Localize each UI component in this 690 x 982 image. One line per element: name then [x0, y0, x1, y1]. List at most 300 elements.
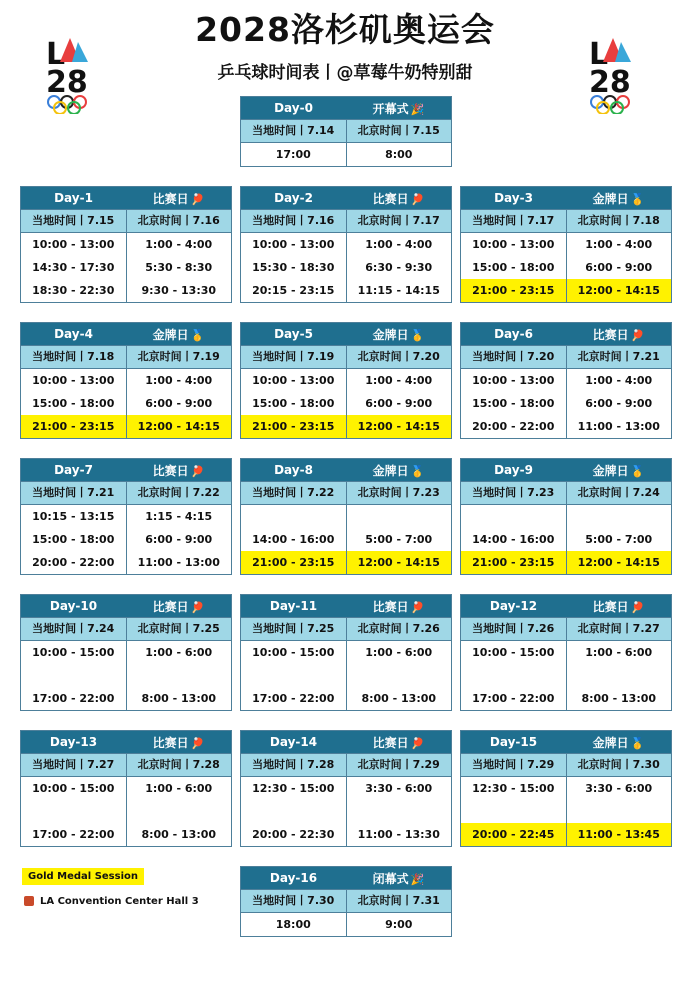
- page-subtitle: 乒乓球时间表丨@草莓牛奶特别甜: [217, 63, 473, 83]
- beijing-time: 1:00 - 6:00: [126, 777, 232, 800]
- day-type-label: 开幕式: [372, 101, 409, 116]
- local-time: 15:00 - 18:00: [472, 397, 555, 410]
- la28-logo: [44, 34, 104, 114]
- day-card: [20, 730, 232, 847]
- day-type: [126, 190, 231, 207]
- beijing-time: 11:15 - 14:15: [346, 279, 452, 302]
- session-row: [21, 528, 231, 551]
- day-label: Day-10: [49, 599, 98, 613]
- day-type-label: 金牌日: [592, 191, 629, 206]
- beijing-time: 1:00 - 4:00: [126, 233, 232, 256]
- session-row: [241, 369, 451, 392]
- session-row: [21, 233, 231, 256]
- local-time: 15:00 - 18:00: [32, 397, 115, 410]
- day-type: [126, 462, 231, 479]
- local-date: 当地时间丨7.19: [252, 350, 335, 363]
- beijing-time: [346, 800, 452, 823]
- local-time: 10:00 - 15:00: [32, 782, 115, 795]
- table-tennis-icon: 🏓: [410, 736, 425, 750]
- beijing-time: 11:00 - 13:00: [126, 551, 232, 574]
- day-label: Day-4: [54, 327, 93, 341]
- day-type: [346, 190, 451, 207]
- day-type: [346, 100, 451, 117]
- day-subheader: [461, 617, 671, 641]
- beijing-time: [566, 505, 672, 528]
- day-card: [240, 322, 452, 439]
- session-row: [241, 528, 451, 551]
- day-subheader: [21, 753, 231, 777]
- day-label: Day-9: [494, 463, 533, 477]
- medal-icon: 🥇: [410, 328, 425, 342]
- day-type-label: 比赛日: [152, 191, 189, 206]
- day-type-label: 金牌日: [372, 327, 409, 342]
- beijing-time: [126, 800, 232, 823]
- local-time: 10:00 - 15:00: [32, 646, 115, 659]
- day-card: [460, 458, 672, 575]
- day-header: [21, 459, 231, 481]
- session-row: [241, 687, 451, 710]
- session-row: [21, 777, 231, 800]
- beijing-time: [346, 505, 452, 528]
- local-time: [241, 505, 346, 528]
- day-header: [241, 731, 451, 753]
- session-row: [21, 256, 231, 279]
- session-row: [241, 505, 451, 528]
- beijing-time: [566, 800, 672, 823]
- local-time: 10:00 - 15:00: [472, 646, 555, 659]
- local-time: 17:00 - 22:00: [32, 828, 115, 841]
- party-popper-icon: 🎉: [410, 102, 425, 116]
- session-row: [461, 392, 671, 415]
- local-time: [241, 664, 346, 687]
- day-header: [21, 323, 231, 345]
- session-row: [461, 687, 671, 710]
- day-card: [20, 594, 232, 711]
- day-type-label: 比赛日: [152, 463, 189, 478]
- beijing-time: 8:00 - 13:00: [126, 687, 232, 710]
- local-time: 17:00 - 22:00: [252, 692, 335, 705]
- day-label: Day-5: [274, 327, 313, 341]
- svg-text:L: L: [46, 37, 66, 72]
- local-time: 15:00 - 18:00: [252, 397, 335, 410]
- local-date: 当地时间丨7.18: [32, 350, 115, 363]
- beijing-time: 8:00: [346, 143, 452, 166]
- table-tennis-icon: 🏓: [190, 464, 205, 478]
- beijing-time: 12:00 - 14:15: [566, 279, 672, 302]
- session-row: [461, 777, 671, 800]
- day-header: [461, 459, 671, 481]
- day-type: [346, 326, 451, 343]
- day-type-label: 比赛日: [372, 191, 409, 206]
- day-label: Day-16: [269, 871, 318, 885]
- table-tennis-icon: 🏓: [190, 736, 205, 750]
- day-subheader: [241, 753, 451, 777]
- day-label: Day-7: [54, 463, 93, 477]
- day-type-label: 比赛日: [592, 599, 629, 614]
- day-subheader: [241, 481, 451, 505]
- beijing-time: 3:30 - 6:00: [566, 777, 672, 800]
- local-time: 12:30 - 15:00: [472, 782, 555, 795]
- day-label: Day-1: [54, 191, 93, 205]
- day-type: [566, 190, 671, 207]
- beijing-time: 12:00 - 14:15: [126, 415, 232, 438]
- local-date: 当地时间丨7.27: [32, 758, 115, 771]
- day-type: [566, 734, 671, 751]
- day-label: Day-14: [269, 735, 318, 749]
- session-row: [241, 143, 451, 166]
- day-type-label: 比赛日: [372, 599, 409, 614]
- day-type: [126, 734, 231, 751]
- day-type: [126, 598, 231, 615]
- beijing-time: 5:00 - 7:00: [566, 528, 672, 551]
- local-time: 20:00 - 22:00: [472, 420, 555, 433]
- beijing-time: 11:00 - 13:45: [566, 823, 672, 846]
- session-row: [21, 551, 231, 574]
- day-type-label: 金牌日: [372, 463, 409, 478]
- day-header: [241, 459, 451, 481]
- beijing-date: 北京时间丨7.19: [126, 346, 232, 368]
- svg-text:L: L: [589, 37, 609, 72]
- day-card: [460, 594, 672, 711]
- local-time: 17:00: [275, 148, 311, 161]
- beijing-time: 6:00 - 9:00: [566, 392, 672, 415]
- local-time: 21:00 - 23:15: [461, 279, 566, 302]
- session-row: [241, 256, 451, 279]
- day-type: [566, 462, 671, 479]
- session-row: [21, 823, 231, 846]
- day-card: [460, 730, 672, 847]
- day-header: [461, 187, 671, 209]
- beijing-time: 1:15 - 4:15: [126, 505, 232, 528]
- beijing-date: 北京时间丨7.21: [566, 346, 672, 368]
- medal-icon: 🥇: [630, 192, 645, 206]
- session-row: [241, 233, 451, 256]
- day-type-label: 比赛日: [152, 735, 189, 750]
- day-card: [240, 594, 452, 711]
- local-time: 20:00 - 22:00: [32, 556, 115, 569]
- beijing-date: 北京时间丨7.31: [346, 890, 452, 912]
- day-label: Day-8: [274, 463, 313, 477]
- beijing-time: 11:00 - 13:00: [566, 415, 672, 438]
- day-subheader: [461, 209, 671, 233]
- day-type-label: 金牌日: [152, 327, 189, 342]
- local-date: 当地时间丨7.26: [472, 622, 555, 635]
- day-header: [461, 595, 671, 617]
- gold-medal-legend: Gold Medal Session: [22, 868, 144, 885]
- day-header: [241, 595, 451, 617]
- beijing-date: 北京时间丨7.29: [346, 754, 452, 776]
- table-tennis-icon: 🏓: [410, 192, 425, 206]
- day-card: [240, 730, 452, 847]
- beijing-time: 6:00 - 9:00: [566, 256, 672, 279]
- day-header: [21, 731, 231, 753]
- beijing-date: 北京时间丨7.18: [566, 210, 672, 232]
- day-label: Day-2: [274, 191, 313, 205]
- local-time: 14:00 - 16:00: [252, 533, 335, 546]
- local-time: 10:00 - 13:00: [252, 374, 335, 387]
- beijing-time: 1:00 - 4:00: [346, 369, 452, 392]
- day-subheader: [21, 481, 231, 505]
- local-time: 14:00 - 16:00: [472, 533, 555, 546]
- local-time: 15:00 - 18:00: [32, 533, 115, 546]
- beijing-time: 6:00 - 9:00: [126, 392, 232, 415]
- local-date: 当地时间丨7.20: [472, 350, 555, 363]
- venue-label: LA Convention Center Hall 3: [40, 896, 199, 907]
- day-type: [346, 462, 451, 479]
- local-date: 当地时间丨7.29: [472, 758, 555, 771]
- local-time: 15:30 - 18:30: [252, 261, 335, 274]
- day-card: [20, 186, 232, 303]
- local-time: 10:00 - 13:00: [472, 374, 555, 387]
- beijing-time: 12:00 - 14:15: [346, 415, 452, 438]
- beijing-time: 1:00 - 4:00: [126, 369, 232, 392]
- beijing-date: 北京时间丨7.30: [566, 754, 672, 776]
- beijing-date: 北京时间丨7.16: [126, 210, 232, 232]
- local-time: 17:00 - 22:00: [472, 692, 555, 705]
- local-date: 当地时间丨7.23: [472, 486, 555, 499]
- day-header: [461, 323, 671, 345]
- local-time: [21, 800, 126, 823]
- day-label: Day-13: [49, 735, 98, 749]
- beijing-date: 北京时间丨7.26: [346, 618, 452, 640]
- beijing-time: 5:00 - 7:00: [346, 528, 452, 551]
- session-row: [461, 664, 671, 687]
- local-time: 10:00 - 13:00: [472, 238, 555, 251]
- session-row: [461, 256, 671, 279]
- day-subheader: [21, 209, 231, 233]
- gold-session-row: [241, 551, 451, 574]
- local-time: [241, 800, 346, 823]
- beijing-time: 1:00 - 6:00: [126, 641, 232, 664]
- day-header: [21, 187, 231, 209]
- day-card: [240, 96, 452, 167]
- medal-icon: 🥇: [190, 328, 205, 342]
- beijing-time: 8:00 - 13:00: [126, 823, 232, 846]
- session-row: [241, 641, 451, 664]
- local-time: 10:00 - 13:00: [252, 238, 335, 251]
- local-time: 20:15 - 23:15: [252, 284, 335, 297]
- local-time: [461, 664, 566, 687]
- session-row: [21, 664, 231, 687]
- day-label: Day-12: [489, 599, 538, 613]
- gold-session-row: [241, 415, 451, 438]
- la28-logo: [587, 34, 647, 114]
- beijing-time: 1:00 - 4:00: [346, 233, 452, 256]
- day-subheader: [461, 481, 671, 505]
- local-time: 18:30 - 22:30: [32, 284, 115, 297]
- beijing-date: 北京时间丨7.17: [346, 210, 452, 232]
- session-row: [461, 415, 671, 438]
- svg-text:28: 28: [589, 65, 631, 100]
- day-header: [241, 867, 451, 889]
- day-subheader: [241, 119, 451, 143]
- medal-icon: 🥇: [410, 464, 425, 478]
- beijing-time: 6:00 - 9:00: [346, 392, 452, 415]
- local-time: 17:00 - 22:00: [32, 692, 115, 705]
- day-type: [126, 326, 231, 343]
- beijing-time: [126, 664, 232, 687]
- day-header: [241, 97, 451, 119]
- day-type: [346, 734, 451, 751]
- day-card: [20, 322, 232, 439]
- local-date: 当地时间丨7.22: [252, 486, 335, 499]
- local-date: 当地时间丨7.16: [252, 214, 335, 227]
- page-title: 2028洛杉矶奥运会: [195, 10, 495, 49]
- local-time: 10:00 - 15:00: [252, 646, 335, 659]
- beijing-date: 北京时间丨7.28: [126, 754, 232, 776]
- svg-text:28: 28: [46, 65, 88, 100]
- local-time: 10:00 - 13:00: [32, 238, 115, 251]
- day-type-label: 比赛日: [372, 735, 409, 750]
- day-type-label: 金牌日: [592, 463, 629, 478]
- day-card: [460, 186, 672, 303]
- local-time: 10:00 - 13:00: [32, 374, 115, 387]
- day-subheader: [241, 617, 451, 641]
- beijing-time: 6:30 - 9:30: [346, 256, 452, 279]
- day-subheader: [241, 889, 451, 913]
- session-row: [21, 505, 231, 528]
- gold-session-row: [461, 551, 671, 574]
- beijing-time: 12:00 - 14:15: [566, 551, 672, 574]
- table-tennis-icon: 🏓: [190, 600, 205, 614]
- table-tennis-icon: 🏓: [410, 600, 425, 614]
- day-label: Day-11: [269, 599, 318, 613]
- day-type: [346, 598, 451, 615]
- day-card: [240, 458, 452, 575]
- day-type-label: 闭幕式: [372, 871, 409, 886]
- venue-legend: [24, 896, 199, 907]
- gold-session-row: [461, 823, 671, 846]
- beijing-date: 北京时间丨7.25: [126, 618, 232, 640]
- day-subheader: [241, 345, 451, 369]
- day-label: Day-0: [274, 101, 313, 115]
- session-row: [241, 800, 451, 823]
- location-pin-icon: [24, 896, 34, 906]
- local-time: 20:00 - 22:30: [252, 828, 335, 841]
- day-subheader: [241, 209, 451, 233]
- session-row: [21, 279, 231, 302]
- local-time: 21:00 - 23:15: [461, 551, 566, 574]
- session-row: [21, 800, 231, 823]
- beijing-time: 8:00 - 13:00: [346, 687, 452, 710]
- day-type-label: 金牌日: [592, 735, 629, 750]
- session-row: [461, 233, 671, 256]
- session-row: [461, 641, 671, 664]
- day-type-label: 比赛日: [152, 599, 189, 614]
- medal-icon: 🥇: [630, 464, 645, 478]
- session-row: [241, 913, 451, 936]
- beijing-date: 北京时间丨7.23: [346, 482, 452, 504]
- beijing-date: 北京时间丨7.27: [566, 618, 672, 640]
- party-popper-icon: 🎉: [410, 872, 425, 886]
- day-label: Day-3: [494, 191, 533, 205]
- beijing-time: 9:00: [346, 913, 452, 936]
- day-header: [461, 731, 671, 753]
- table-tennis-icon: 🏓: [190, 192, 205, 206]
- beijing-time: 1:00 - 4:00: [566, 369, 672, 392]
- local-time: [461, 505, 566, 528]
- session-row: [241, 279, 451, 302]
- beijing-date: 北京时间丨7.22: [126, 482, 232, 504]
- day-subheader: [461, 753, 671, 777]
- beijing-time: [346, 664, 452, 687]
- beijing-date: 北京时间丨7.20: [346, 346, 452, 368]
- day-label: Day-6: [494, 327, 533, 341]
- day-header: [241, 187, 451, 209]
- local-date: 当地时间丨7.25: [252, 622, 335, 635]
- session-row: [241, 392, 451, 415]
- local-date: 当地时间丨7.15: [32, 214, 115, 227]
- session-row: [241, 777, 451, 800]
- local-time: 21:00 - 23:15: [21, 415, 126, 438]
- day-type: [566, 326, 671, 343]
- session-row: [461, 528, 671, 551]
- local-time: [461, 800, 566, 823]
- session-row: [241, 664, 451, 687]
- local-date: 当地时间丨7.24: [32, 622, 115, 635]
- session-row: [21, 687, 231, 710]
- session-row: [241, 823, 451, 846]
- local-time: 21:00 - 23:15: [241, 415, 346, 438]
- day-type-label: 比赛日: [592, 327, 629, 342]
- gold-session-row: [461, 279, 671, 302]
- day-type: [346, 870, 451, 887]
- day-card: [20, 458, 232, 575]
- local-time: 20:00 - 22:45: [461, 823, 566, 846]
- beijing-date: 北京时间丨7.15: [346, 120, 452, 142]
- session-row: [461, 800, 671, 823]
- local-time: 18:00: [275, 918, 311, 931]
- local-date: 当地时间丨7.28: [252, 758, 335, 771]
- local-time: 21:00 - 23:15: [241, 551, 346, 574]
- day-subheader: [21, 617, 231, 641]
- table-tennis-icon: 🏓: [630, 600, 645, 614]
- session-row: [461, 505, 671, 528]
- local-date: 当地时间丨7.21: [32, 486, 115, 499]
- day-card: [240, 186, 452, 303]
- local-time: 10:15 - 13:15: [32, 510, 115, 523]
- local-time: [21, 664, 126, 687]
- day-header: [21, 595, 231, 617]
- gold-session-row: [21, 415, 231, 438]
- beijing-time: 3:30 - 6:00: [346, 777, 452, 800]
- beijing-time: 1:00 - 6:00: [346, 641, 452, 664]
- beijing-time: 8:00 - 13:00: [566, 687, 672, 710]
- beijing-time: [566, 664, 672, 687]
- beijing-time: 1:00 - 6:00: [566, 641, 672, 664]
- medal-icon: 🥇: [630, 736, 645, 750]
- local-date: 当地时间丨7.14: [252, 124, 335, 137]
- session-row: [21, 392, 231, 415]
- day-subheader: [21, 345, 231, 369]
- day-card: [240, 866, 452, 937]
- day-type: [566, 598, 671, 615]
- beijing-time: 6:00 - 9:00: [126, 528, 232, 551]
- session-row: [21, 369, 231, 392]
- local-time: 15:00 - 18:00: [472, 261, 555, 274]
- local-time: 14:30 - 17:30: [32, 261, 115, 274]
- beijing-time: 1:00 - 4:00: [566, 233, 672, 256]
- local-date: 当地时间丨7.17: [472, 214, 555, 227]
- beijing-time: 9:30 - 13:30: [126, 279, 232, 302]
- day-label: Day-15: [489, 735, 538, 749]
- session-row: [461, 369, 671, 392]
- beijing-date: 北京时间丨7.24: [566, 482, 672, 504]
- local-date: 当地时间丨7.30: [252, 894, 335, 907]
- beijing-time: 5:30 - 8:30: [126, 256, 232, 279]
- beijing-time: 12:00 - 14:15: [346, 551, 452, 574]
- day-card: [460, 322, 672, 439]
